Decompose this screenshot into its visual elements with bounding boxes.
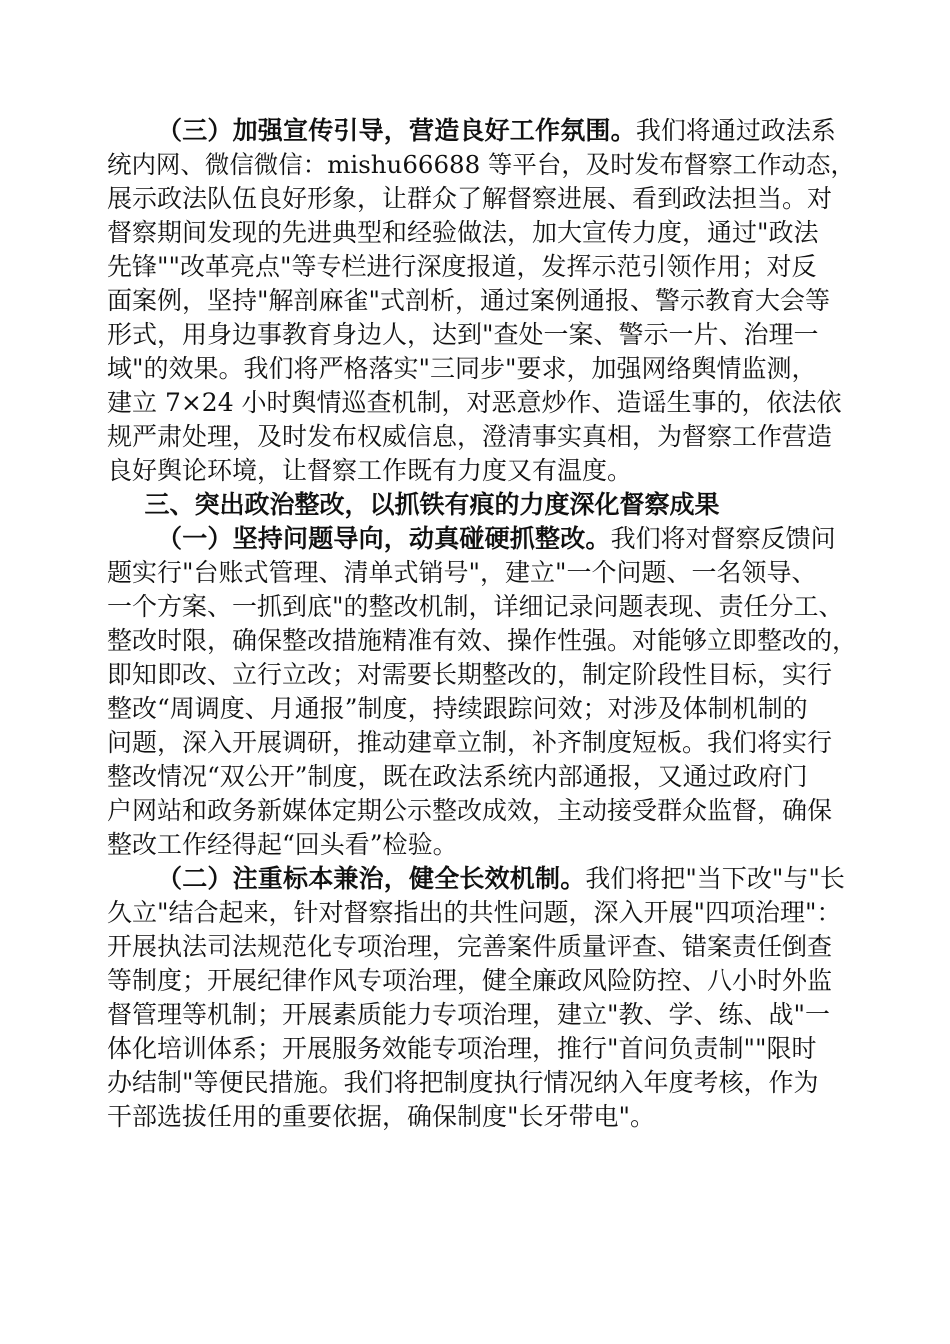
- text-line: [107, 148, 859, 182]
- body-text: 我们将把"当下改"与"长: [585, 864, 845, 893]
- text-line: [107, 1032, 859, 1066]
- text-line: [107, 930, 859, 964]
- text-line: [107, 794, 859, 828]
- text-line: [107, 726, 859, 760]
- body-text: 题实行"台账式管理、清单式销号"，建立"一个问题、一名领导、: [107, 558, 817, 587]
- body-text: 我们将通过政法系: [635, 116, 836, 145]
- text-line: [107, 216, 859, 250]
- text-line: [107, 352, 859, 386]
- paragraph: [107, 522, 859, 862]
- text-line: [107, 386, 859, 420]
- body-text: 统内网、微信微信：mishu66688 等平台，及时发布督察工作动态，: [107, 150, 855, 179]
- body-text: 久立"结合起来，针对督察指出的共性问题，深入开展"四项治理"：: [107, 898, 842, 927]
- body-text: 户网站和政务新媒体定期公示整改成效，主动接受群众监督，确保: [107, 796, 833, 825]
- text-line: [107, 454, 859, 488]
- text-line: [107, 182, 859, 216]
- body-text: 问题，深入开展调研，推动建章立制，补齐制度短板。我们将实行: [107, 728, 833, 757]
- text-line: [107, 964, 859, 998]
- body-text: 即知即改、立行立改；对需要长期整改的，制定阶段性目标，实行: [107, 660, 833, 689]
- heading-text: 三、突出政治整改，以抓铁有痕的力度深化督察成果: [144, 490, 720, 519]
- document-body: [107, 114, 859, 1134]
- body-text: 建立 7×24 小时舆情巡查机制，对恶意炒作、造谣生事的，依法依: [107, 388, 842, 417]
- text-line: [107, 828, 859, 862]
- text-line: [107, 1066, 859, 1100]
- body-text: 整改时限，确保整改措施精准有效、操作性强。对能够立即整改的，: [107, 626, 858, 655]
- text-line: [107, 896, 859, 930]
- body-text: 形式，用身边事教育身边人，达到"查处一案、警示一片、治理一: [107, 320, 819, 349]
- bold-lead-in: （一）坚持问题导向，动真碰硬抓整改。: [157, 524, 611, 553]
- text-line: [107, 318, 859, 352]
- body-text: 督管理等机制；开展素质能力专项治理，建立"教、学、练、战"一: [107, 1000, 831, 1029]
- text-line: [107, 658, 859, 692]
- text-line: [107, 488, 859, 522]
- text-line: [107, 420, 859, 454]
- text-line: [107, 760, 859, 794]
- bold-lead-in: （三）加强宣传引导，营造良好工作氛围。: [157, 116, 636, 145]
- bold-lead-in: （二）注重标本兼治，健全长效机制。: [157, 864, 586, 893]
- body-text: 面案例，坚持"解剖麻雀"式剖析，通过案例通报、警示教育大会等: [107, 286, 831, 315]
- body-text: 开展执法司法规范化专项治理，完善案件质量评查、错案责任倒查: [107, 932, 833, 961]
- text-line: [107, 862, 859, 896]
- body-text: 干部选拔任用的重要依据，确保制度"长牙带电"。: [107, 1102, 655, 1131]
- body-text: 先锋""改革亮点"等专栏进行深度报道，发挥示范引领作用；对反: [107, 252, 817, 281]
- text-line: [107, 624, 859, 658]
- section-heading: [107, 488, 859, 522]
- body-text: 等制度；开展纪律作风专项治理，健全廉政风险防控、八小时外监: [107, 966, 833, 995]
- paragraph: [107, 114, 859, 488]
- paragraph: [107, 862, 859, 1134]
- text-line: [107, 692, 859, 726]
- text-line: [107, 250, 859, 284]
- body-text: 我们将对督察反馈问: [610, 524, 836, 553]
- text-line: [107, 114, 859, 148]
- text-line: [107, 522, 859, 556]
- body-text: 体化培训体系；开展服务效能专项治理，推行"首问负责制""限时: [107, 1034, 817, 1063]
- body-text: 督察期间发现的先进典型和经验做法，加大宣传力度，通过"政法: [107, 218, 819, 247]
- text-line: [107, 284, 859, 318]
- text-line: [107, 998, 859, 1032]
- body-text: 展示政法队伍良好形象，让群众了解督察进展、看到政法担当。对: [107, 184, 833, 213]
- text-line: [107, 1100, 859, 1134]
- text-line: [107, 556, 859, 590]
- body-text: 良好舆论环境，让督察工作既有力度又有温度。: [107, 456, 633, 485]
- text-line: [107, 590, 859, 624]
- body-text: 办结制"等便民措施。我们将把制度执行情况纳入年度考核，作为: [107, 1068, 819, 1097]
- body-text: 规严肃处理，及时发布权威信息，澄清事实真相，为督察工作营造: [107, 422, 833, 451]
- body-text: 整改情况“双公开”制度，既在政法系统内部通报，又通过政府门: [107, 762, 808, 791]
- body-text: 域"的效果。我们将严格落实"三同步"要求，加强网络舆情监测，: [107, 354, 817, 383]
- body-text: 整改“周调度、月通报”制度，持续跟踪问效；对涉及体制机制的: [107, 694, 808, 723]
- body-text: 一个方案、一抓到底"的整改机制，详细记录问题表现、责任分工、: [107, 592, 844, 621]
- body-text: 整改工作经得起“回头看”检验。: [107, 830, 458, 859]
